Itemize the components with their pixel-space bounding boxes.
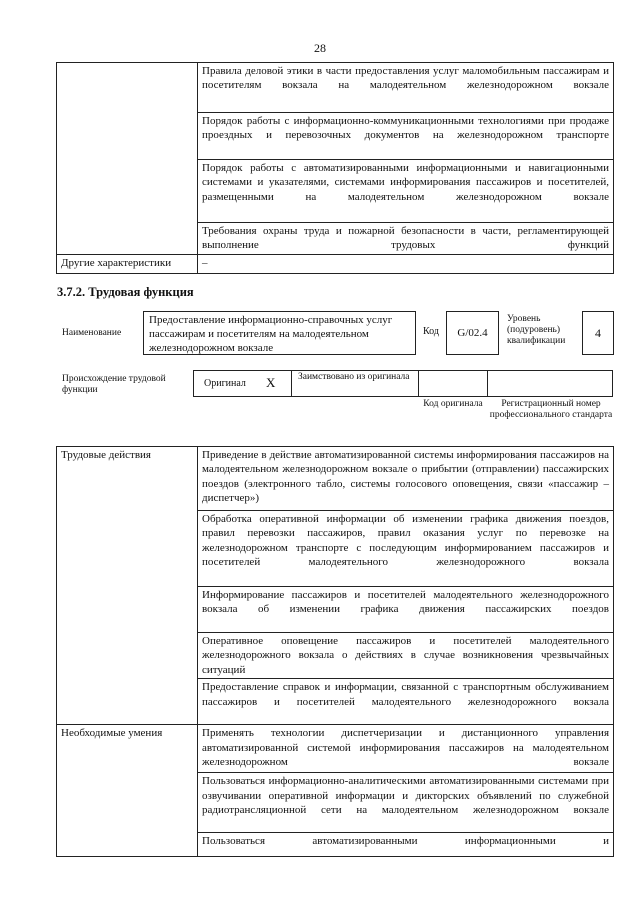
borrowed-label: Заимствовано из оригинала: [298, 372, 410, 382]
name-value: Предоставление информационно-справочных услуг пассажирам и посетителям на малодеятельном железнодорожном вокзале: [149, 314, 393, 354]
knowledge-item: Порядок работы с информационно-коммуникационными технологиями при продаже проездных и перевозочных документов на железнодорожном транспорте: [198, 113, 614, 160]
name-label: Наименование: [62, 328, 122, 338]
labor-action-item: Обработка оперативной информации об изменении графика движения поездов, правил перевозки пассажиров, правил оказания услуг по перевозке на железнодорожном транспорте с последующим информированием пассажиров и посетителей малодеятельного железнодорожного вокзала: [198, 511, 614, 587]
page-number: 28: [314, 41, 326, 55]
section-heading: 3.7.2. Трудовая функция: [57, 285, 194, 299]
labor-action-item: Оперативное оповещение пассажиров и посетителей малодеятельного железнодорожного вокзала о действиях в случае возникновения чрезвычайных ситуаций: [198, 633, 614, 679]
labor-action-item: Предоставление справок и информации, связанной с транспортным обслуживанием пассажиров и посетителей малодеятельного железнодорожного вокзала: [198, 679, 614, 725]
code-value: G/02.4: [457, 327, 488, 339]
origin-label: Происхождение трудовой функции: [62, 374, 166, 395]
level-value: 4: [595, 326, 601, 340]
knowledge-item: Правила деловой этики в части предоставления услуг маломобильным пассажирам и посетителям вокзала на малодеятельном железнодорожном вокзале: [198, 63, 614, 113]
skill-item: Пользоваться автоматизированными информационными и: [198, 833, 614, 857]
labor-actions-label: Трудовые действия: [57, 447, 198, 725]
other-characteristics-label: Другие характеристики: [57, 255, 198, 274]
knowledge-item: Требования охраны труда и пожарной безопасности в части, регламентирующей выполнение трудовых функций: [198, 223, 614, 255]
knowledge-item: Порядок работы с автоматизированными информационными и навигационными системами и указателями, системами информирования пассажиров и посетителей, размещенными на малодеятельном железнодорожном вокзале: [198, 160, 614, 223]
level-box: [582, 311, 614, 355]
knowledge-table: [56, 62, 614, 274]
code-original-box: [418, 370, 488, 397]
skill-item: Пользоваться информационно-аналитическими автоматизированными системами при озвучивании оперативной информации и дикторских объявлений по служебной радиотрансляционной сети на малодеятельном железнодорожном вокзале: [198, 773, 614, 833]
other-characteristics-value: –: [198, 255, 614, 274]
skill-item: Применять технологии диспетчеризации и дистанционного управления автоматизированной системой информирования пассажиров на малодеятельном железнодорожном вокзале: [198, 725, 614, 773]
code-label: Код: [423, 326, 439, 337]
labor-function-table: [56, 446, 614, 857]
original-mark: X: [266, 375, 276, 390]
borrowed-box: [291, 370, 419, 397]
table-cell-empty: [57, 63, 198, 255]
reg-number-box: [487, 370, 613, 397]
original-box: [193, 370, 292, 397]
code-original-caption: Код оригинала: [423, 399, 483, 409]
original-label: Оригинал: [204, 378, 246, 389]
labor-action-item: Информирование пассажиров и посетителей малодеятельного железнодорожного вокзала об изменении графика движения пассажирских поездов: [198, 587, 614, 633]
code-box: [446, 311, 499, 355]
labor-action-item: Приведение в действие автоматизированной системы информирования пассажиров на малодеятельном железнодорожном вокзале о прибытии (отправлении) пассажирских поездов (электронного табло, системы голосового оповещения, связи «пассажир – диспетчер»): [198, 447, 614, 511]
name-box: [143, 311, 416, 355]
level-label: Уровень (подуровень) квалификации: [507, 314, 566, 346]
reg-number-caption: Регистрационный номер профессионального стандарта: [489, 399, 613, 420]
skills-label: Необходимые умения: [57, 725, 198, 857]
